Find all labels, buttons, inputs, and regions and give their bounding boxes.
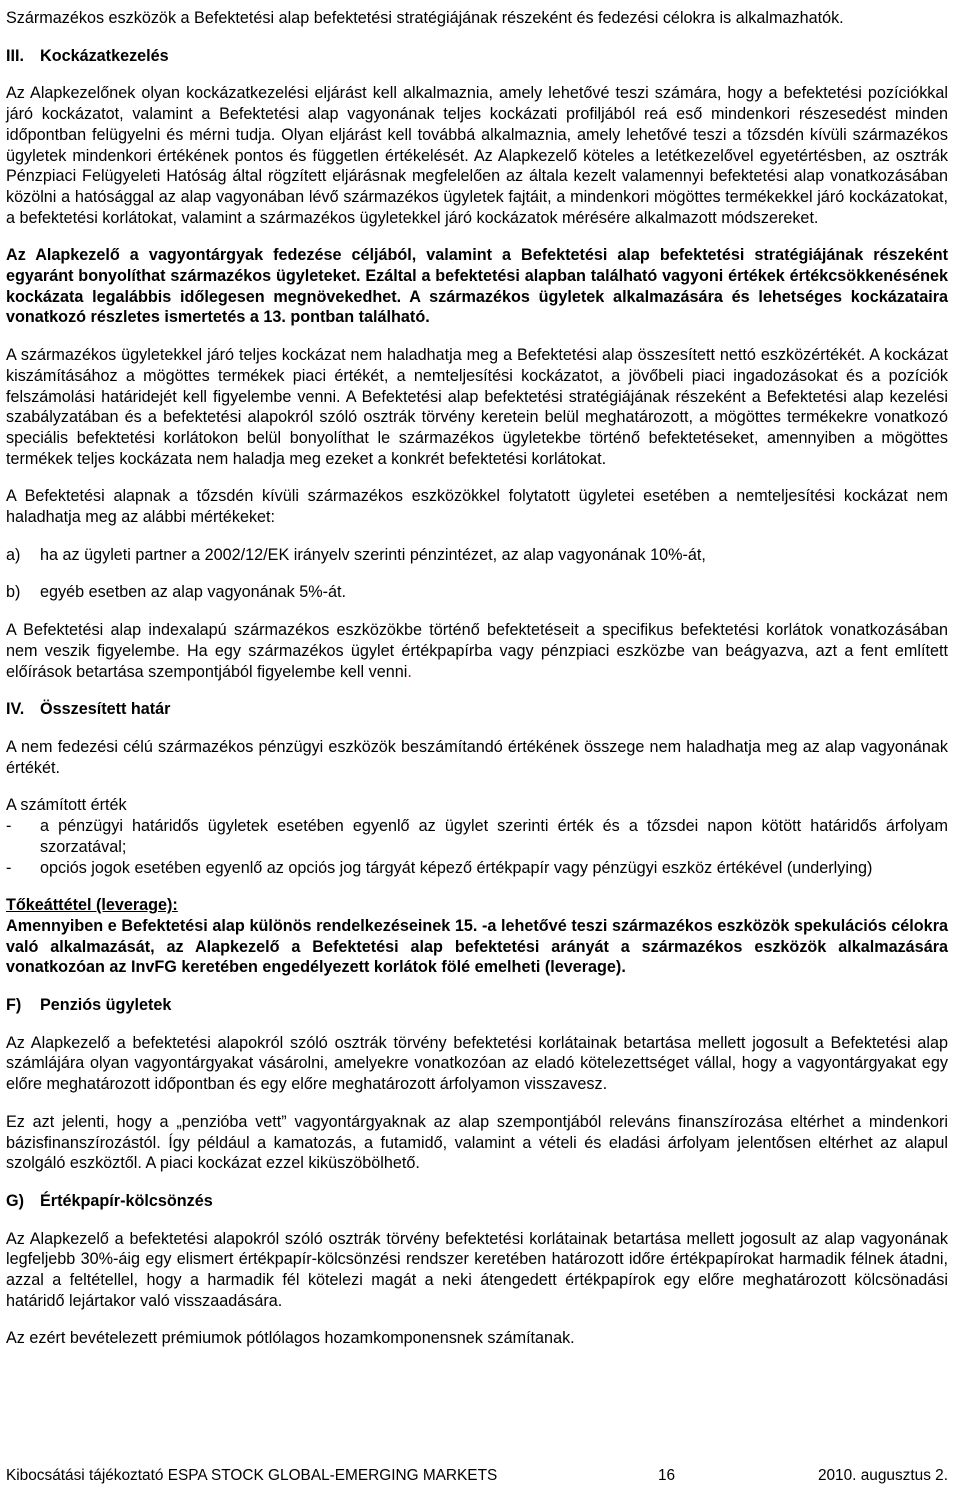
repo-paragraph-1: Az Alapkezelő a befektetési alapokról szóló osztrák törvény befektetési korlátainak betartása mellett jogosult a Befektetési alap számlájára olyan vagyontárgyakat vásárolni, amelyekre vonatkozóan az eladó kötelezettséget vállal, hogy a vagyontárgyakat egy előre meghatározott időpontban és egy előre meghatározott árfolyamon visszavesz. bbox=[6, 1033, 948, 1094]
lending-paragraph-2: Az ezért bevételezett prémiumok pótlólagos hozamkomponensnek számítanak. bbox=[6, 1329, 575, 1348]
section-heading-securities-lending bbox=[6, 1191, 948, 1212]
document-page bbox=[6, 8, 948, 1349]
risk-paragraph-2-bold: Az Alapkezelő a vagyontárgyak fedezése céljából, valamint a Befektetési alap befektetési stratégiájának részeként egyaránt bonyolíthat származékos ügyleteket. Ezáltal a befektetési alapban található vagyoni értékek értékcsökkenésének kockázata legalábbis időlegesen megnövekedhet. A származékos ügyletek alkalmazására és lehetséges kockázataira vonatkozó részletes ismertetés a 13. pontban található. bbox=[6, 246, 948, 327]
section-number: III. bbox=[6, 46, 24, 65]
intro-paragraph: Származékos eszközök a Befektetési alap befektetési stratégiájának részeként és fedezési célokra is alkalmazhatók. bbox=[6, 9, 844, 27]
section-heading-repo bbox=[6, 995, 948, 1016]
risk-paragraph-5-text: A Befektetési alap indexalapú származékos eszközökbe történő befektetéseit a specifikus befektetési korlátok vonatkozásában nem veszik figyelembe. Ha egy származékos ügylet értékpapírba vagy pénzpiaci eszközbe van beágyazva, azt a fent említett előírások betartása szempontjából figyelembe kell venni bbox=[6, 621, 948, 681]
list-text: opciós jogok esetében egyenlő az opciós jog tárgyát képező értékpapír vagy pénzügyi eszköz értékével (underlying) bbox=[40, 858, 873, 877]
section-title: Összesített határ bbox=[40, 700, 171, 719]
page-footer bbox=[6, 1466, 948, 1486]
footer-page-number: 16 bbox=[658, 1467, 676, 1484]
footer-date: 2010. augusztus 2. bbox=[817, 1467, 948, 1484]
risk-paragraph-1: Az Alapkezelőnek olyan kockázatkezelési eljárást kell alkalmaznia, amely lehetővé teszi számára, hogy a befektetési pozíciókkal járó kockázatot, valamint a Befektetési alap vagyonának teljes kockázati profiljából reá eső mindenkori részesedést minden időpontban felügyelni és mérni tudja. Olyan eljárást kell továbbá alkalmaznia, amely lehetővé teszi a tőzsdén kívüli származékos ügyletek mindenkori értékének pontos és független értékelését. Az Alapkezelő köteles a letétkezelővel egyetértésben, az osztrák Pénzpiaci Felügyeleti Hatóság által rögzített eljárásnak megfelelően az általa kezelt valamennyi befektetési alap vonatkozásában közölni a hatósággal az alap vagyonában lévő származékos ügyletek fajtáit, a mindenkori mögöttes termékekkel járó kockázatokat, a befektetési korlátokat, valamint a származékos ügyletekkel járó kockázatok mérésére alkalmazott módszereket. bbox=[6, 84, 948, 227]
section-heading-aggregate-limit bbox=[6, 699, 948, 720]
list-text: ha az ügyleti partner a 2002/12/EK irányelv szerinti pénzintézet, az alap vagyonának 10%-át, bbox=[40, 545, 706, 564]
list-text: egyéb esetben az alap vagyonának 5%-át. bbox=[40, 583, 346, 602]
list-marker: a) bbox=[6, 545, 21, 564]
list-marker: b) bbox=[6, 583, 21, 602]
risk-paragraph-5 bbox=[6, 620, 948, 682]
list-text: a pénzügyi határidős ügyletek esetében egyenlő az ügylet szerinti érték és a tőzsdei napon kötött határidős árfolyam szorzatával; bbox=[40, 817, 948, 856]
list-item bbox=[6, 816, 948, 857]
list-item bbox=[6, 545, 948, 566]
footer-document-title: Kibocsátási tájékoztató ESPA STOCK GLOBAL-EMERGING MARKETS bbox=[6, 1467, 498, 1484]
section-title: Értékpapír-kölcsönzés bbox=[40, 1191, 213, 1210]
lending-paragraph-1: Az Alapkezelő a befektetési alapokról szóló osztrák törvény befektetési korlátainak betartása mellett jogosult az alap vagyonának legfeljebb 30%-áig egy elismert értékpapír-kölcsönzési rendszer keretében határozott időre értékpapírokat harmadik félnek átadni, azzal a feltétellel, hogy a harmadik fél kötelezi magát a neki átengedett értékpapírok egy előre meghatározott kölcsönadási határidő lejártakor való visszaadására. bbox=[6, 1229, 948, 1310]
leverage-paragraph: Amennyiben e Befektetési alap különös rendelkezéseinek 15. -a lehetővé teszi származékos eszközök spekulációs célokra való alkalmazását, az Alapkezelő a Befektetési alap befektetési arányát a származékos eszközök alkalmazására vonatkozóan az InvFG keretében engedélyezett korlátok fölé emelheti (leverage). bbox=[6, 916, 948, 977]
section-number: F) bbox=[6, 996, 22, 1015]
list-item bbox=[6, 582, 948, 603]
section-title: Penziós ügyletek bbox=[40, 996, 172, 1015]
risk-paragraph-3: A származékos ügyletekkel járó teljes kockázat nem haladhatja meg a Befektetési alap összesített nettó eszközértékét. A kockázat kiszámításához a mögöttes termékek piaci értékét, a nemteljesítési kockázatot, a jövőbeli piaci ingadozásokat és a pozíciók felszámolási határidejét kell figyelembe venni. A Befektetési alap befektetési stratégiájának részeként a Befektetési alap kezelési szabályzatában és a befektetési alapokról szóló osztrák törvény keretein belül meghatározott, a mögöttes termékekre vonatkozó speciális befektetési korlátokon belül bonyolíthat le származékos ügyletekbe történő befektetéseket, amennyiben a mögöttes termékek teljes kockázata nem haladja meg ezeket a konkrét befektetési korlátokat. bbox=[6, 346, 948, 468]
aggregate-paragraph-1: A nem fedezési célú származékos pénzügyi eszközök beszámítandó értékének összege nem haladhatja meg az alap vagyonának értékét. bbox=[6, 737, 948, 777]
section-heading-risk-management bbox=[6, 46, 948, 67]
list-item bbox=[6, 858, 948, 879]
risk-paragraph-4: A Befektetési alapnak a tőzsdén kívüli származékos eszközökkel folytatott ügyletei esetében a nemteljesítési kockázat nem haladhatja meg az alábbi mértékeket: bbox=[6, 487, 948, 527]
section-number: IV. bbox=[6, 700, 25, 719]
section-title: Kockázatkezelés bbox=[40, 46, 169, 65]
list-marker: - bbox=[6, 858, 12, 877]
aggregate-paragraph-2: A számított érték bbox=[6, 796, 127, 815]
leverage-title: Tőkeáttétel (leverage): bbox=[6, 896, 178, 915]
red-period: . bbox=[407, 662, 412, 681]
section-number: G) bbox=[6, 1191, 24, 1210]
list-marker: - bbox=[6, 817, 12, 836]
repo-paragraph-2: Ez azt jelenti, hogy a „penzióba vett” vagyontárgyaknak az alap szempontjából releváns finanszírozása eltérhet a mindenkori bázisfinanszírozástól. Így például a kamatozás, a futamidő, valamint a vételi és eladási árfolyam jelentősen eltérhet az alapul szolgáló eszköztől. A piaci kockázat ezzel kiküszöbölhető. bbox=[6, 1112, 948, 1173]
